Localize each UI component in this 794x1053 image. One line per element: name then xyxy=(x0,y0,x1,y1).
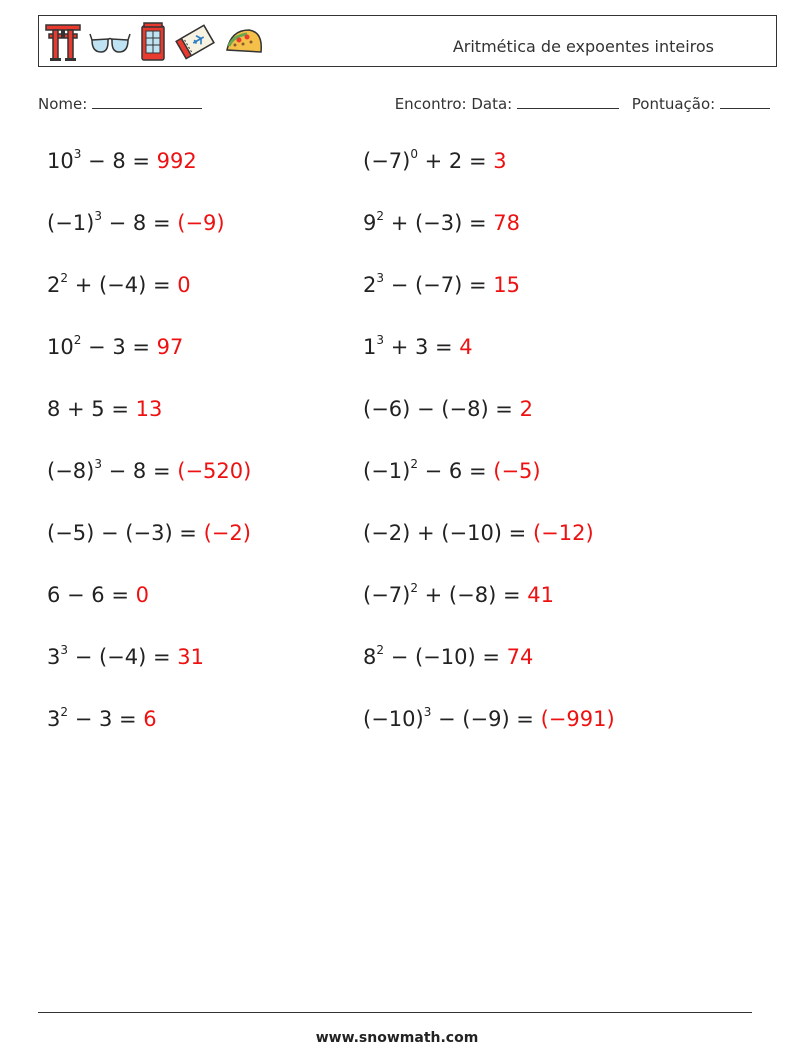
problem-exponent: 2 xyxy=(376,643,385,657)
problem-item xyxy=(47,583,149,607)
problem-item xyxy=(363,149,507,173)
footer-divider xyxy=(38,1012,752,1013)
problem-answer: (−5) xyxy=(493,459,541,483)
problem-item xyxy=(47,459,251,483)
problem-base: (−1) xyxy=(47,211,95,235)
problem-base: (−7) xyxy=(363,149,411,173)
problem-base: 2 xyxy=(363,273,377,297)
problem-operation: − 3 = xyxy=(81,335,157,359)
date-blank xyxy=(517,95,619,109)
problem-base: (−1) xyxy=(363,459,411,483)
name-field xyxy=(38,95,202,113)
problem-answer: 6 xyxy=(143,707,157,731)
problem-exponent: 0 xyxy=(410,147,418,161)
problem-operation: − 8 = xyxy=(101,211,178,235)
problem-exponent: 2 xyxy=(60,271,69,285)
problem-item xyxy=(47,397,162,421)
problem-base: 3 xyxy=(47,707,61,731)
problem-item xyxy=(363,273,520,297)
problem-answer: 74 xyxy=(506,645,534,669)
problem-item xyxy=(47,521,251,545)
problem-base: (−2) + (−10) = xyxy=(363,521,533,545)
problem-item xyxy=(47,149,197,173)
problem-item xyxy=(363,645,533,669)
problem-answer: 0 xyxy=(135,583,149,607)
taco-icon xyxy=(223,22,265,62)
problem-operation: − 3 = xyxy=(68,707,144,731)
problem-exponent: 3 xyxy=(376,333,385,347)
problem-exponent: 3 xyxy=(73,147,82,161)
problem-exponent: 2 xyxy=(410,457,418,471)
problem-operation: + 2 = xyxy=(417,149,494,173)
problem-operation: + (−3) = xyxy=(384,211,494,235)
problem-exponent: 2 xyxy=(376,209,385,223)
torii-gate-icon xyxy=(45,22,81,62)
problem-base: 3 xyxy=(47,645,61,669)
problem-operation: + (−8) = xyxy=(417,583,528,607)
header-icons xyxy=(45,20,265,64)
problem-answer: 0 xyxy=(177,273,191,297)
meeting-score-field xyxy=(395,95,770,113)
problem-answer: (−991) xyxy=(540,707,615,731)
problem-exponent: 3 xyxy=(60,643,69,657)
problem-exponent: 2 xyxy=(410,581,418,595)
problem-item xyxy=(363,583,554,607)
problem-base: (−5) − (−3) = xyxy=(47,521,204,545)
problem-base: 9 xyxy=(363,211,377,235)
problem-base: (−8) xyxy=(47,459,95,483)
problem-base: (−10) xyxy=(363,707,424,731)
problem-operation: − (−4) = xyxy=(68,645,178,669)
problem-base: 8 xyxy=(363,645,377,669)
problem-answer: 3 xyxy=(493,149,507,173)
problem-base: (−6) − (−8) = xyxy=(363,397,520,421)
problem-item xyxy=(363,211,520,235)
problem-item xyxy=(363,459,541,483)
problem-base: 10 xyxy=(47,149,74,173)
problem-base: 1 xyxy=(363,335,377,359)
problem-base: (−7) xyxy=(363,583,411,607)
problem-exponent: 3 xyxy=(94,457,102,471)
problem-operation: − 8 = xyxy=(81,149,157,173)
score-blank xyxy=(720,95,770,109)
problem-item xyxy=(363,521,594,545)
problem-exponent: 3 xyxy=(423,705,432,719)
problem-answer: 97 xyxy=(156,335,184,359)
problem-exponent: 3 xyxy=(376,271,385,285)
problem-operation: + (−4) = xyxy=(68,273,178,297)
problem-base: 8 + 5 = xyxy=(47,397,136,421)
problem-base: 6 − 6 = xyxy=(47,583,136,607)
problem-item xyxy=(47,707,157,731)
problem-answer: 992 xyxy=(156,149,197,173)
problem-answer: (−520) xyxy=(177,459,252,483)
name-label: Nome: xyxy=(38,95,88,113)
problem-base: 10 xyxy=(47,335,74,359)
problem-answer: 31 xyxy=(177,645,204,669)
problem-answer: 2 xyxy=(519,397,533,421)
problem-item xyxy=(47,273,191,297)
problem-answer: (−9) xyxy=(177,211,225,235)
problem-base: 2 xyxy=(47,273,61,297)
problem-answer: (−12) xyxy=(532,521,594,545)
problem-operation: − (−7) = xyxy=(384,273,494,297)
phone-booth-icon xyxy=(139,22,167,62)
problem-answer: 41 xyxy=(527,583,554,607)
problem-item xyxy=(363,397,533,421)
worksheet-header xyxy=(38,15,777,67)
problem-exponent: 2 xyxy=(73,333,82,347)
problem-answer: 15 xyxy=(493,273,520,297)
problem-item xyxy=(47,645,204,669)
score-label: Pontuação: xyxy=(631,95,716,113)
plane-ticket-icon xyxy=(175,22,215,62)
sunglasses-icon xyxy=(89,22,131,62)
problem-operation: − 6 = xyxy=(417,459,494,483)
problem-answer: 13 xyxy=(135,397,163,421)
problem-exponent: 2 xyxy=(60,705,69,719)
problem-answer: 78 xyxy=(493,211,520,235)
problem-operation: + 3 = xyxy=(384,335,460,359)
problem-operation: − (−10) = xyxy=(384,645,507,669)
worksheet-title: Aritmética de expoentes inteiros xyxy=(452,37,714,56)
problem-operation: − 8 = xyxy=(101,459,178,483)
name-blank xyxy=(92,95,202,109)
problem-exponent: 3 xyxy=(94,209,102,223)
problem-item xyxy=(47,335,183,359)
problem-item xyxy=(47,211,225,235)
problem-item xyxy=(363,335,473,359)
problem-item xyxy=(363,707,615,731)
footer-url: www.snowmath.com xyxy=(315,1030,479,1046)
meeting-date-label: Encontro: Data: xyxy=(394,95,513,113)
problem-answer: 4 xyxy=(459,335,473,359)
problem-answer: (−2) xyxy=(203,521,251,545)
problem-operation: − (−9) = xyxy=(431,707,541,731)
